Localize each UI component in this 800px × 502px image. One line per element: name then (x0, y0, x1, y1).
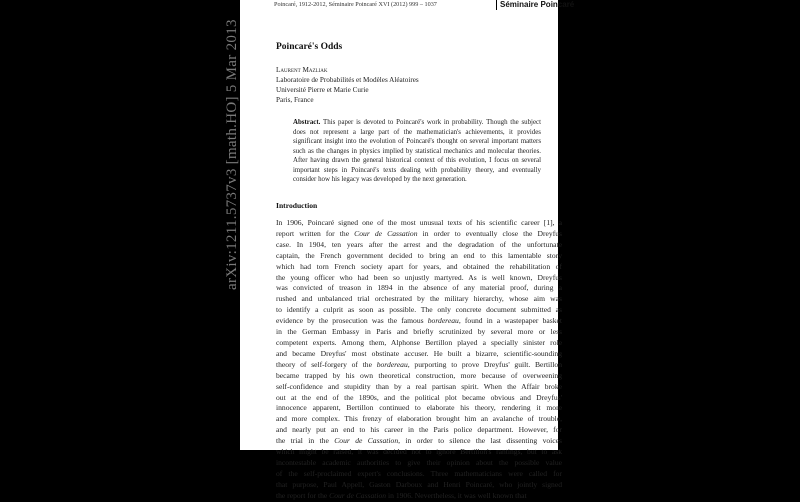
body-text (276, 218, 562, 502)
body-line: that purpose, Paul Appell, Gaston Darboux and Henri Poincaré, who jointly signed (276, 479, 562, 489)
body-line: captain, the French government decided to bring an end to this lamentable story (276, 250, 562, 260)
body-line: of the self-proclaimed expert's conclusions. Three mathematicians were called for (276, 468, 562, 478)
body-line: innocence apparent, Bertillon continued to elaborate his theory, rendering it more (276, 403, 562, 413)
body-line: and became Dreyfus' most obstinate accuser. He built a bizarre, scientific-sounding (276, 348, 562, 358)
section-heading: Introduction (276, 201, 318, 210)
emphasis: bordereau (376, 359, 408, 369)
emphasis: Cour de Cassation (329, 490, 387, 500)
emphasis: Cour de Cassation (334, 436, 399, 446)
body-line: evidence by the prosecution was the famous bordereau, found in a wastepaper basket (276, 316, 563, 326)
body-line: self-confidence and stupidity than by a real partisan spirit. When the Affair broke (276, 381, 562, 391)
body-line: and nearly put an end to his career in the Paris police department. However, for (276, 425, 562, 435)
emphasis: Cour de Cassation (354, 228, 418, 238)
body-line: competent experts. Among them, Alphonse Bertillon played a specially sinister role (276, 337, 562, 347)
body-line: became trapped by his own theoretical construction, more because of overweening (276, 370, 562, 380)
body-line: rushed and unbalanced trial orchestrated by the military hierarchy, whose aim was (276, 294, 562, 304)
emphasis: bordereau (427, 316, 459, 326)
abstract (293, 118, 541, 185)
body-line: was convicted of treason in 1894 in the absence of any material proof, during a (276, 283, 562, 293)
body-line: in the German Embassy in Paris and briefly scrutinized by several more or less (276, 327, 562, 337)
body-line: to identify a culprit as soon as possible. The only concrete document submitted as (276, 305, 562, 315)
body-line: the young officer who had been so unjustly martyred. As is well known, Dreyfus (276, 272, 562, 282)
running-head: Poincaré, 1912-2012, Séminaire Poincaré XVI (2012) 999 – 1037 (274, 1, 437, 8)
body-line: and more complex. This frenzy of elaboration brought him an avalanche of trouble, (276, 414, 562, 424)
body-line: the trial in the Cour de Cassation, in order to silence the last dissenting voices (276, 436, 562, 446)
body-line: In 1906, Poincaré signed one of the most unusual texts of his scientific career [1], a (276, 218, 562, 227)
affiliation-line: Laboratoire de Probabilités et Modèles Aléatoires (276, 76, 419, 84)
body-line: theory of self-forgery of the bordereau, purporting to prove Dreyfus' guilt. Bertillon (276, 359, 562, 369)
body-line: out at the end of the 1890s, and the political plot became obvious and Dreyfus' (276, 392, 562, 402)
body-line: case. In 1904, ten years after the arrest and the degradation of the unfortunate (276, 239, 562, 249)
abstract-label: Abstract. (293, 119, 321, 126)
body-line: which might be raised, it was decided not to ignore Bertillon's rantings, but to ask (276, 447, 562, 457)
paper-title: Poincaré's Odds (276, 42, 343, 52)
author-block (276, 65, 419, 105)
body-line: incontestable academic authorities to give their opinion about the possible value (276, 457, 562, 467)
author-name: Laurent Mazliak (276, 66, 328, 74)
body-line: which had torn French society apart for years, and obtained the rehabilitation of (276, 261, 562, 271)
body-line: report written for the Cour de Cassation in order to eventually close the Dreyfus (276, 228, 562, 238)
affiliation-line: Université Pierre et Marie Curie (276, 86, 369, 94)
arxiv-stamp: arXiv:1211.5737v3 [math.HO] 5 Mar 2013 (224, 19, 240, 290)
abstract-text: This paper is devoted to Poincaré's work in probability. Though the subject does not represent a large part of the mathematician's achievements, it provides significant insight into the evolution of Poincaré's thought on several important matters such as the changes in physics implied by statistical mechanics and molecular theories. After having drawn the general historical context of this evolution, I focus on several important steps in Poincaré's texts dealing with probability theory, and eventually consider how his legacy was developed by the next generation. (293, 119, 541, 184)
series-label: Séminaire Poincaré (496, 0, 570, 10)
affiliation-line: Paris, France (276, 96, 314, 104)
paper-page (240, 0, 575, 500)
body-line: the report for the Cour de Cassation in 1906. Nevertheless, it was well known that (276, 490, 527, 500)
